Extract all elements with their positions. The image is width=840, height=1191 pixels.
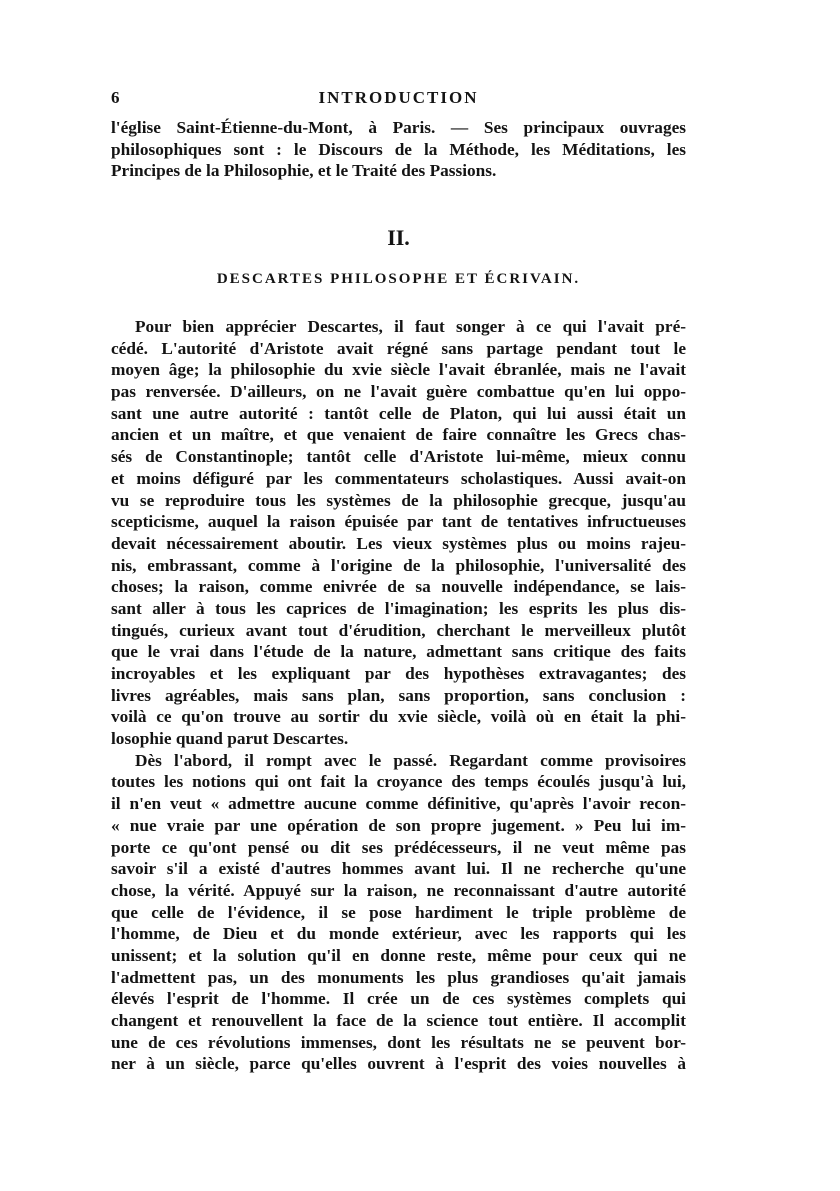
section-title: DESCARTES PHILOSOPHE ET ÉCRIVAIN.	[216, 271, 581, 287]
paragraph-line: et moins défiguré par les commentateurs scholastiques. Aussi avait-on	[111, 468, 686, 488]
paragraph-line: unissent; et la solution qu'il en donne reste, même pour ceux qui ne	[111, 945, 686, 965]
paragraph-line: choses; la raison, comme enivrée de sa nouvelle indépendance, se lais-	[111, 577, 686, 597]
paragraph-line: vu se reproduire tous les systèmes de la philosophie grecque, jusqu'au	[111, 490, 686, 510]
paragraph-line: incroyables et les expliquant par des hypothèses extravagantes; des	[111, 664, 686, 683]
section-number: II.	[387, 225, 410, 250]
paragraph-line: cédé. L'autorité d'Aristote avait régné sans partage pendant tout le	[111, 338, 686, 358]
paragraph-line: sant aller à tous les caprices de l'imagination; les esprits les plus dis-	[111, 598, 686, 618]
paragraph-line: l'homme, de Dieu et du monde extérieur, avec les rapports qui les	[111, 924, 686, 944]
paragraph-line: Dès l'abord, il rompt avec le passé. Regardant comme provisoires	[135, 750, 686, 770]
paragraph-line: « nue vraie par une opération de son propre jugement. » Peu lui im-	[111, 815, 686, 835]
paragraph-line: porte ce qu'ont pensé ou dit ses prédécesseurs, il ne veut même pas	[111, 837, 686, 857]
running-title: INTRODUCTION	[318, 88, 479, 107]
running-head	[111, 88, 686, 114]
paragraph-line: losophie quand parut Descartes.	[111, 729, 349, 749]
paragraph-line: que celle de l'évidence, il se pose hardiment le triple problème de	[111, 902, 686, 922]
intro-line: philosophiques sont : le Discours de la Méthode, les Méditations, les	[111, 139, 686, 159]
paragraph-line: ner à un siècle, parce qu'elles ouvrent à l'esprit des voies nouvelles à	[111, 1054, 686, 1074]
paragraph-line: élevés l'esprit de l'homme. Il crée un de ces systèmes complets qui	[111, 989, 686, 1009]
paragraph-line: changent et renouvellent la face de la science tout entière. Il accomplit	[111, 1011, 686, 1030]
paragraph-line: sés de Constantinople; tantôt celle d'Aristote lui-même, mieux connu	[111, 447, 686, 467]
paragraph-line: devait nécessairement aboutir. Les vieux systèmes plus ou moins rajeu-	[111, 533, 686, 553]
paragraph-line: pas renversée. D'ailleurs, on ne l'avait guère combattue qu'en lui oppo-	[111, 382, 686, 402]
paragraph-line: l'admettent pas, un des monuments les plus grandioses qu'ait jamais	[111, 967, 686, 987]
paragraph-line: moyen âge; la philosophie du xvie siècle l'avait ébranlée, mais ne l'avait	[111, 360, 686, 380]
paragraph-line: il n'en veut « admettre aucune comme définitive, qu'après l'avoir recon-	[111, 794, 686, 814]
page-number: 6	[111, 88, 120, 107]
body-text	[111, 316, 686, 1075]
paragraph-line: ancien et un maître, et que venaient de faire connaître les Grecs chas-	[111, 425, 686, 445]
paragraph-line: chose, la vérité. Appuyé sur la raison, ne reconnaissant d'autre autorité	[111, 880, 686, 900]
paragraph-line: tingués, curieux avant tout d'érudition, cherchant le merveilleux plutôt	[111, 620, 686, 640]
paragraph-line: sant une autre autorité : tantôt celle de Platon, qui lui aussi était un	[111, 403, 686, 423]
paragraph-line: toutes les notions qui ont fait la croyance des temps écoulés jusqu'à lui,	[111, 772, 686, 792]
paragraph-line: Pour bien apprécier Descartes, il faut songer à ce qui l'avait pré-	[135, 317, 686, 336]
intro-paragraph	[111, 117, 686, 182]
intro-line: Principes de la Philosophie, et le Traité des Passions.	[111, 161, 497, 181]
paragraph-line: livres agréables, mais sans plan, sans proportion, sans conclusion :	[111, 685, 686, 705]
intro-line: l'église Saint-Étienne-du-Mont, à Paris. — Ses principaux ouvrages	[111, 118, 686, 137]
paragraph-line: que le vrai dans l'étude de la nature, admettant sans critique des faits	[111, 642, 686, 662]
paragraph-line: savoir s'il a existé d'autres hommes avant lui. Il ne recherche qu'une	[111, 859, 686, 879]
paragraph-line: scepticisme, auquel la raison épuisée par tant de tentatives infructueuses	[111, 512, 686, 532]
paragraph-line: une de ces révolutions immenses, dont les résultats ne se peuvent bor-	[111, 1032, 686, 1052]
paragraph-line: nis, embrassant, comme à l'origine de la philosophie, l'universalité des	[111, 555, 686, 575]
paragraph-line: voilà ce qu'on trouve au sortir du xvie siècle, voilà où en était la phi-	[111, 707, 686, 727]
